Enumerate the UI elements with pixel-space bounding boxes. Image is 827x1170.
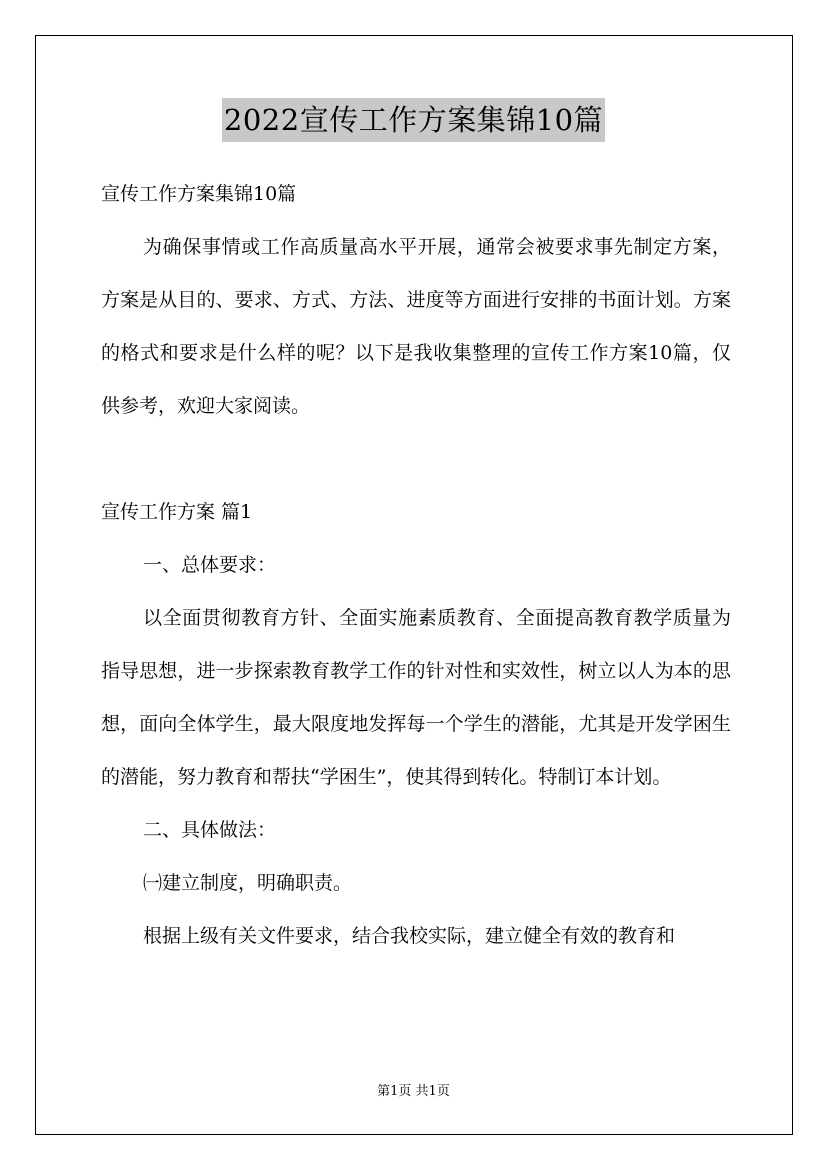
blank-line: [101, 433, 731, 486]
item-heading-1: ㈠建立制度，明确职责。: [143, 872, 353, 894]
document-title: 2022宣传工作方案集锦10篇: [222, 98, 605, 142]
title-container: [0, 98, 827, 142]
page-footer: 第1页 共1页: [377, 1084, 450, 1099]
part-body-1: 以全面贯彻教育方针、全面实施素质教育、全面提高教育教学质量为指导思想，进一步探索教育教学工作的针对性和实效性，树立以人为本的思想，面向全体学生，最大限度地发挥每一个学生的潜能，尤其是开发学困生的潜能，努力教育和帮扶“学困生”，使其得到转化。特制订本计划。: [101, 607, 731, 788]
section-heading: 宣传工作方案 篇1: [101, 501, 253, 523]
intro-paragraph: 为确保事情或工作高质量高水平开展，通常会被要求事先制定方案，方案是从目的、要求、方式、方法、进度等方面进行安排的书面计划。方案的格式和要求是什么样的呢？以下是我收集整理的宣传工作方案10篇，仅供参考，欢迎大家阅读。: [101, 236, 731, 417]
item-body-1: 根据上级有关文件要求，结合我校实际，建立健全有效的教育和: [143, 925, 676, 947]
part-heading-2: 二、具体做法：: [143, 819, 277, 841]
document-body: [101, 168, 731, 963]
subtitle: 宣传工作方案集锦10篇: [101, 183, 297, 205]
part-heading-1: 一、总体要求：: [143, 554, 277, 576]
